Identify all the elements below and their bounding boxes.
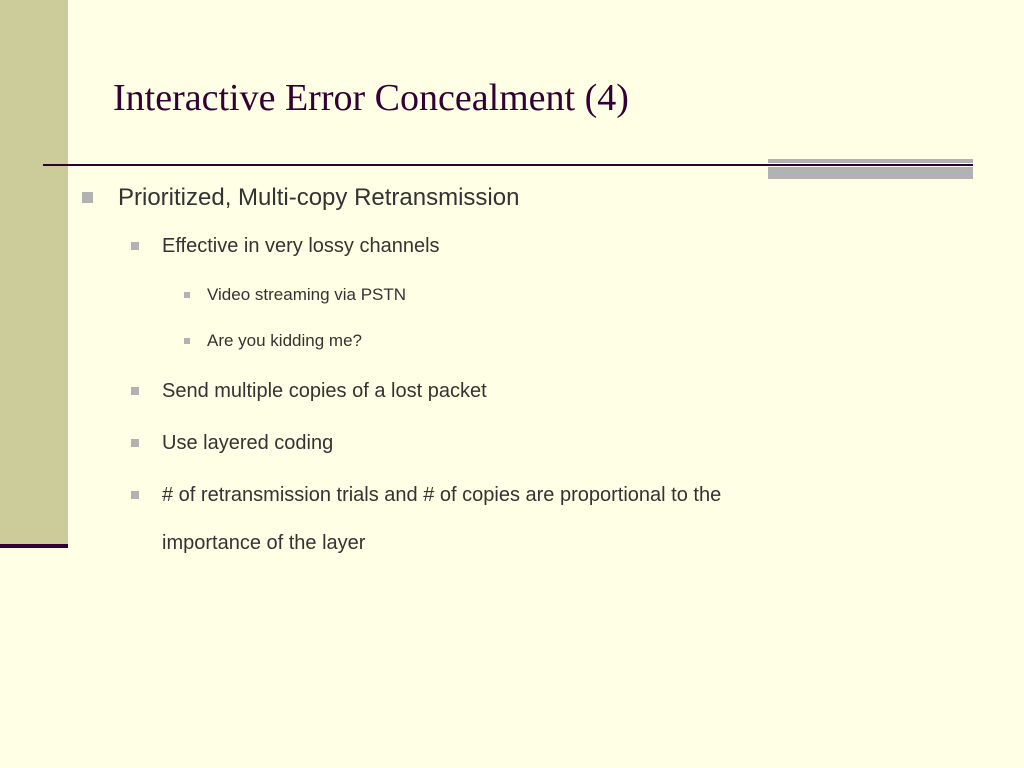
sidebar-bottom-rule: [0, 544, 68, 548]
bullet-level3: [207, 330, 362, 352]
bullet-level2: [162, 430, 333, 456]
bullet-text: Video streaming via PSTN: [207, 285, 407, 304]
square-bullet-icon: [131, 242, 139, 250]
bullet-text: Effective in very lossy channels: [162, 235, 440, 257]
bullet-level2-multiline: [162, 471, 721, 567]
bullet-level3: [207, 284, 406, 306]
bullet-text-line2: importance of the layer: [162, 532, 366, 554]
bullet-text: Are you kidding me?: [207, 331, 362, 350]
bullet-text: Prioritized, Multi-copy Retransmission: [118, 184, 520, 211]
square-bullet-icon: [184, 338, 190, 344]
bullet-text: Send multiple copies of a lost packet: [162, 380, 487, 402]
bullet-level2: [162, 233, 440, 259]
bullet-level2: [162, 378, 487, 404]
bullet-text: Use layered coding: [162, 432, 334, 454]
square-bullet-icon: [131, 439, 139, 447]
square-bullet-icon: [82, 192, 93, 203]
slide-title: Interactive Error Concealment (4): [113, 77, 629, 119]
square-bullet-icon: [131, 387, 139, 395]
left-sidebar-band: [0, 0, 68, 546]
bullet-text-line1: # of retransmission trials and # of copies are proportional to the: [162, 484, 722, 506]
square-bullet-icon: [131, 491, 139, 499]
title-accent-bars: [768, 159, 973, 179]
square-bullet-icon: [184, 292, 190, 298]
bullet-level1: [118, 183, 519, 213]
